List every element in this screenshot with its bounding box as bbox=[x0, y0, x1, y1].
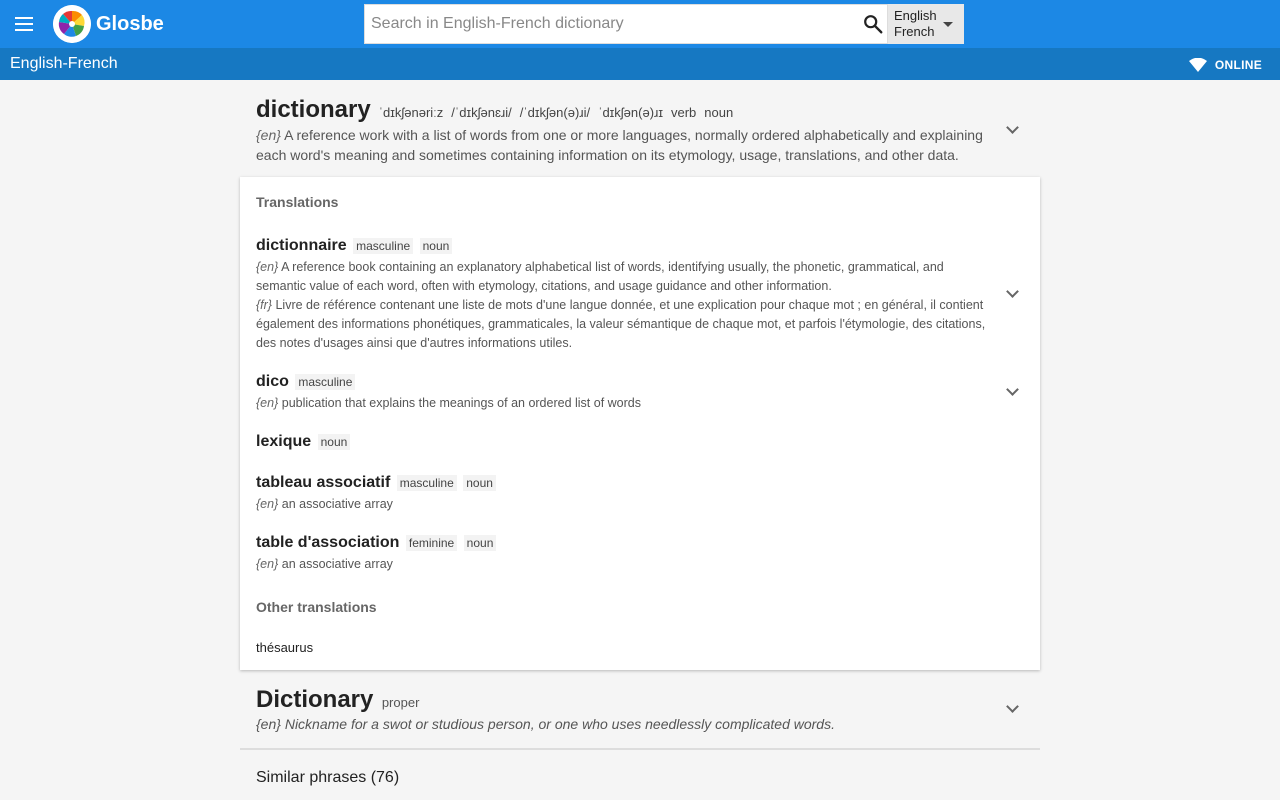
chevron-down-icon[interactable] bbox=[1005, 384, 1019, 398]
translation-definition bbox=[256, 555, 996, 574]
definition-text: an associative array bbox=[281, 557, 393, 571]
pronunciation: /ˈdɪkʃən(ə)ɹi/ bbox=[519, 105, 591, 120]
similar-phrases-heading[interactable]: Similar phrases (76) bbox=[256, 769, 400, 786]
translation-item bbox=[256, 237, 452, 255]
translation-word[interactable]: lexique bbox=[256, 433, 312, 450]
translation-item bbox=[256, 474, 496, 492]
translation-definition bbox=[256, 258, 996, 296]
translation-definition bbox=[256, 296, 996, 353]
language-pair-select[interactable] bbox=[888, 4, 964, 44]
pronunciation: /ˈdɪkʃənɛɹi/ bbox=[451, 105, 512, 120]
proper-headword: Dictionary bbox=[256, 686, 374, 713]
search-icon[interactable] bbox=[862, 13, 884, 35]
definition-text: A reference book containing an explanatory alphabetical list of words, identifying usually, the phonetic, grammatical, and semantic value of each word, often with etymology, citations, and usage guidance and other information. bbox=[256, 260, 944, 293]
search-input[interactable] bbox=[371, 5, 851, 43]
lang-to: French bbox=[894, 24, 935, 39]
search-box bbox=[364, 4, 888, 44]
lang-from: English bbox=[894, 8, 937, 23]
glosbe-logo-icon[interactable] bbox=[53, 5, 91, 43]
translation-word[interactable]: dico bbox=[256, 373, 289, 390]
other-translation-item[interactable]: thésaurus bbox=[256, 640, 314, 655]
translation-item bbox=[256, 534, 496, 552]
proper-tag: proper bbox=[381, 695, 420, 710]
chevron-down-icon[interactable] bbox=[1005, 122, 1019, 136]
pronunciation: ˈdɪkʃənəriːz bbox=[378, 105, 444, 120]
pos-tag: noun bbox=[464, 535, 497, 551]
online-status bbox=[1189, 57, 1262, 73]
translation-word[interactable]: tableau associatif bbox=[256, 474, 391, 491]
lang-code: {en} bbox=[256, 716, 281, 732]
other-translations-label: Other translations bbox=[256, 599, 377, 615]
translation-word[interactable]: dictionnaire bbox=[256, 237, 347, 254]
pos-tag: noun bbox=[463, 475, 496, 491]
sub-bar bbox=[0, 48, 1280, 80]
lang-code: {en} bbox=[256, 557, 279, 571]
gender-tag: feminine bbox=[406, 535, 457, 551]
part-of-speech: noun bbox=[704, 105, 734, 120]
gender-tag: masculine bbox=[397, 475, 457, 491]
chevron-down-icon[interactable] bbox=[1005, 286, 1019, 300]
lang-code: {en} bbox=[256, 497, 279, 511]
part-of-speech: verb bbox=[671, 105, 697, 120]
proper-definition bbox=[256, 716, 835, 732]
wifi-icon bbox=[1189, 58, 1207, 72]
headword: dictionary bbox=[256, 96, 371, 123]
lang-code: {fr} bbox=[256, 298, 272, 312]
translations-label: Translations bbox=[256, 194, 339, 210]
pronunciation: ˈdɪkʃən(ə)ɹɪ bbox=[598, 105, 663, 120]
translation-definition bbox=[256, 495, 996, 514]
lang-code: {en} bbox=[256, 260, 279, 274]
online-label: ONLINE bbox=[1214, 58, 1262, 72]
definition-text: Livre de référence contenant une liste de mots d'une langue donnée, et une explication pour chaque mot ; en général, il contient également des informations phonétiques, grammaticales, la valeur sémantique de chaque mot, et parfois l'étymologie, des citations, des notes d'usages ainsi que d'autres informations utiles. bbox=[256, 298, 986, 350]
menu-icon[interactable] bbox=[12, 12, 36, 36]
pos-tag: noun bbox=[318, 434, 351, 450]
definition-text: Nickname for a swot or studious person, or one who uses needlessly complicated words. bbox=[284, 716, 835, 732]
divider bbox=[240, 748, 1040, 750]
app-name[interactable]: Glosbe bbox=[96, 13, 164, 35]
gender-tag: masculine bbox=[295, 374, 355, 390]
definition-text: an associative array bbox=[281, 497, 393, 511]
pos-tag: noun bbox=[420, 238, 453, 254]
definition-text: A reference work with a list of words from one or more languages, normally ordered alphabetically and explaining each word's meaning and sometimes containing information on its etymology, usage, translations, and other data. bbox=[256, 127, 983, 163]
lang-code: {en} bbox=[256, 127, 281, 143]
lang-code: {en} bbox=[256, 396, 279, 410]
entry-header bbox=[256, 96, 733, 124]
entry-definition bbox=[256, 125, 996, 165]
dictionary-title[interactable]: English-French bbox=[10, 55, 118, 72]
translation-item bbox=[256, 373, 355, 391]
translation-item bbox=[256, 433, 350, 451]
translation-definition bbox=[256, 394, 996, 413]
gender-tag: masculine bbox=[353, 238, 413, 254]
caret-down-icon bbox=[943, 22, 953, 27]
definition-text: publication that explains the meanings of an ordered list of words bbox=[281, 396, 641, 410]
proper-entry-header bbox=[256, 686, 419, 714]
chevron-down-icon[interactable] bbox=[1005, 701, 1019, 715]
translation-word[interactable]: table d'association bbox=[256, 534, 400, 551]
